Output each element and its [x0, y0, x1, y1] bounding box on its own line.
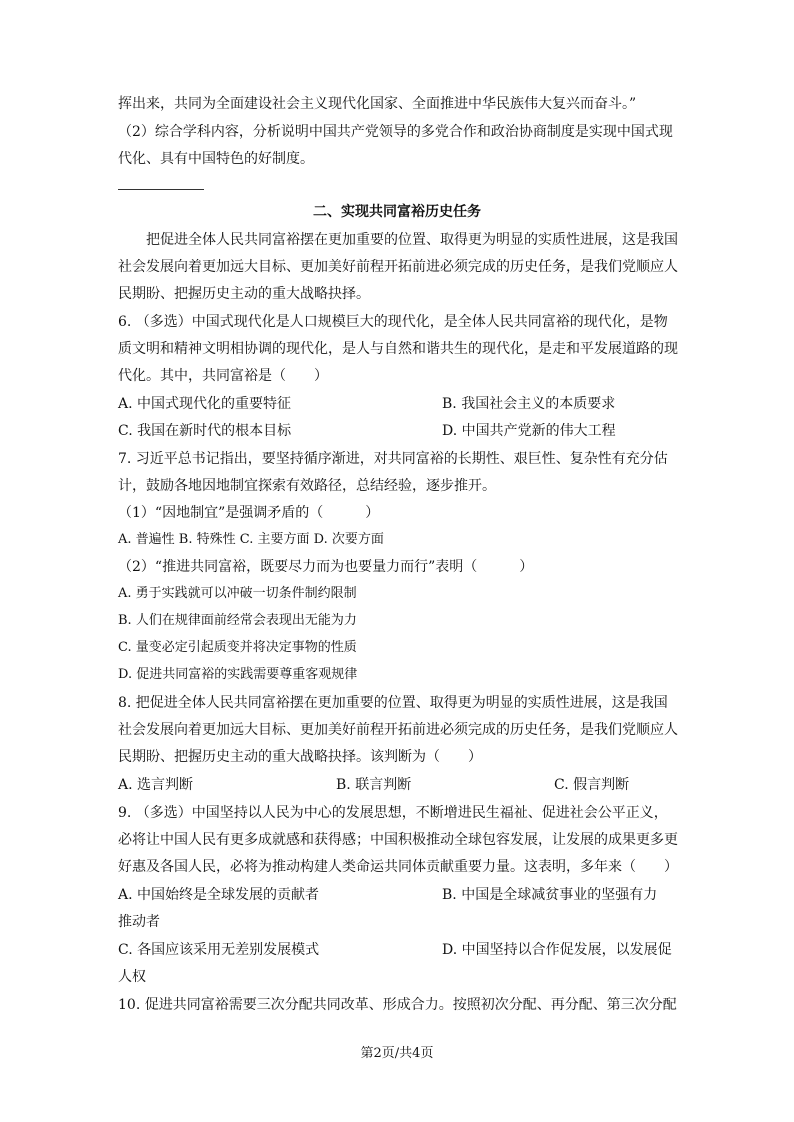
q6-stem-2: 质文明和精神文明相协调的现代化，是人与自然和谐共生的现代化，是走和平发展道路的现 [118, 341, 678, 357]
q8-option-c[interactable]: C. 假言判断 [554, 777, 630, 793]
q8-stem-1: 8. 把促进全体人民共同富裕摆在更加重要的位置、取得更为明显的实质性进展，这是我国 [118, 695, 668, 711]
q9-option-c[interactable]: C. 各国应该采用无差别发展模式 [118, 942, 320, 958]
q9-stem-2: 必将让中国人民有更多成就感和获得感；中国积极推动全球包容发展，让发展的成果更多更 [118, 832, 678, 848]
q7-stem-2: 计，鼓励各地因地制宜探索有效路径，总结经验，逐步推开。 [118, 478, 496, 494]
q7-sub-1-options[interactable]: A. 普遍性 B. 特殊性 C. 主要方面 D. 次要方面 [118, 532, 384, 547]
page-number: 第2页/共4页 [360, 1046, 434, 1061]
intro-line-1: 挥出来，共同为全面建设社会主义现代化国家、全面推进中华民族伟大复兴而奋斗。” [118, 96, 637, 112]
intro-question-2: （2）综合学科内容，分析说明中国共产党领导的多党合作和政治协商制度是实现中国式现 [118, 124, 673, 140]
q9-stem-1: 9. （多选）中国坚持以人民为中心的发展思想，不断增进民生福祉、促进社会公平正义， [118, 805, 668, 821]
q6-option-d[interactable]: D. 中国共产党新的伟大工程 [442, 423, 616, 439]
q9-option-a[interactable]: A. 中国始终是全球发展的贡献者 [118, 887, 320, 903]
q7-option-b[interactable]: B. 人们在规律面前经常会表现出无能为力 [118, 613, 357, 628]
q9-option-d-cont: 人权 [118, 969, 146, 985]
divider [118, 189, 204, 190]
q8-option-b[interactable]: B. 联言判断 [336, 777, 412, 793]
q6-option-b[interactable]: B. 我国社会主义的本质要求 [442, 396, 616, 412]
section-paragraph-line-2: 社会发展向着更加远大目标、更加美好前程开拓前进必须完成的历史任务，是我们党顺应人 [118, 259, 678, 275]
q7-stem-1: 7. 习近平总书记指出，要坚持循序渐进，对共同富裕的长期性、艰巨性、复杂性有充分估 [118, 451, 668, 467]
q9-option-b-cont: 推动者 [118, 914, 160, 930]
q9-stem-3: 好惠及各国人民，必将为推动构建人类命运共同体贡献重要力量。这表明，多年来（ ） [118, 859, 678, 875]
q8-option-a[interactable]: A. 选言判断 [118, 777, 194, 793]
q7-option-d[interactable]: D. 促进共同富裕的实践需要尊重客观规律 [118, 667, 358, 682]
q7-option-c[interactable]: C. 量变必定引起质变并将决定事物的性质 [118, 640, 357, 655]
q6-option-a[interactable]: A. 中国式现代化的重要特征 [118, 396, 292, 412]
q6-stem-1: 6. （多选）中国式现代化是人口规模巨大的现代化，是全体人民共同富裕的现代化，是物 [118, 314, 668, 330]
q6-option-c[interactable]: C. 我国在新时代的根本目标 [118, 423, 292, 439]
q6-stem-3: 代化。其中，共同富裕是（ ） [118, 368, 328, 384]
section-paragraph-line-1: 把促进全体人民共同富裕摆在更加重要的位置、取得更为明显的实质性进展，这是我国 [146, 232, 678, 248]
q10-stem-1: 10. 促进共同富裕需要三次分配共同改革、形成合力。按照初次分配、再分配、第三次分配 [118, 997, 677, 1013]
section-paragraph-line-3: 民期盼、把握历史主动的重大战略抉择。 [118, 286, 370, 302]
q7-sub-1: （1）“因地制宜”是强调矛盾的（ ） [118, 505, 380, 521]
q9-option-d[interactable]: D. 中国坚持以合作促发展，以发展促 [442, 942, 672, 958]
section-title: 二、实现共同富裕历史任务 [313, 204, 481, 220]
q8-stem-2: 社会发展向着更加远大目标、更加美好前程开拓前进必须完成的历史任务，是我们党顺应人 [118, 722, 678, 738]
intro-question-2-cont: 代化、具有中国特色的好制度。 [118, 151, 314, 167]
q7-sub-2: （2）“推进共同富裕，既要尽力而为也要量力而行”表明（ ） [118, 559, 534, 575]
q9-option-b[interactable]: B. 中国是全球减贫事业的坚强有力 [442, 887, 658, 903]
q8-stem-3: 民期盼、把握历史主动的重大战略抉择。该判断为（ ） [118, 749, 482, 765]
q7-option-a[interactable]: A. 勇于实践就可以冲破一切条件制约限制 [118, 586, 357, 601]
